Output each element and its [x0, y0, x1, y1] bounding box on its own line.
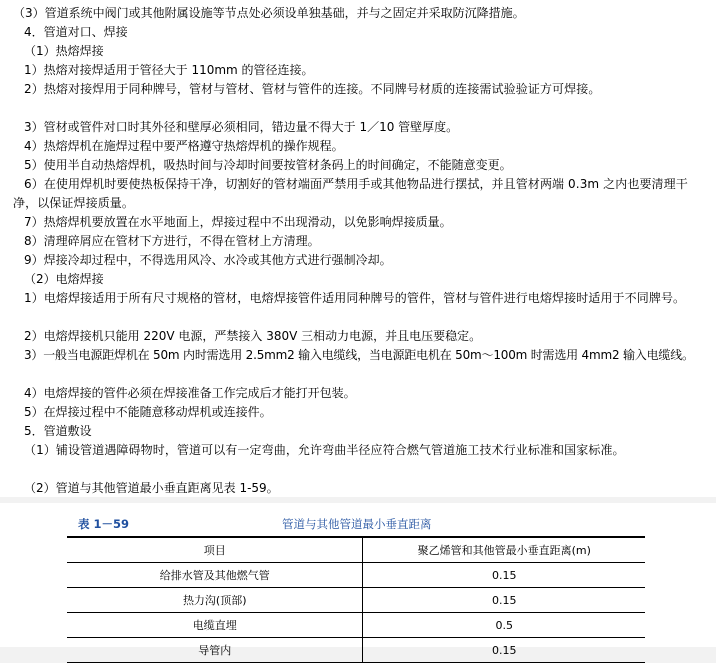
- paragraph: 3）一般当电源距焊机在 50m 内时需选用 2.5mm2 输入电缆线，当电源距电机在 50m～100m 时需选用 4mm2 输入电缆线。: [24, 348, 694, 362]
- table-cell: 给排水管及其他燃气管: [67, 563, 363, 588]
- table-cell: 0.15: [363, 638, 645, 663]
- table-caption: 表 1－59: [78, 517, 130, 531]
- table-header-cell: 项目: [67, 537, 363, 563]
- table-cell: 导管内: [67, 638, 363, 663]
- paragraph: 8）清理碎屑应在管材下方进行，不得在管材上方清理。: [24, 234, 320, 248]
- table-row: [67, 638, 645, 663]
- table-cell: 0.15: [363, 588, 645, 613]
- paragraph: 5）使用半自动热熔焊机，吸热时间与冷却时间要按管材条码上的时间确定，不能随意变更。: [24, 158, 512, 172]
- paragraph: （1）铺设管道遇障碍物时，管道可以有一定弯曲，允许弯曲半径应符合燃气管道施工技术行业标准和国家标准。: [24, 443, 625, 457]
- section-heading: 4．管道对口、焊接: [24, 25, 128, 39]
- section-heading: 5．管道敷设: [24, 424, 92, 438]
- paragraph: 2）电熔焊接机只能用 220V 电源，严禁接入 380V 三相动力电源，并且电压要稳定。: [24, 329, 482, 343]
- paragraph: （3）管道系统中阀门或其他附属设施等节点处必须设单独基础，并与之固定并采取防沉降措施。: [13, 6, 525, 20]
- paragraph: 6）在使用焊机时要使热板保持干净，切割好的管材端面严禁用手或其他物品进行摆拭，并且管材两端 0.3m 之内也要清理干净，以保证焊接质量。: [13, 177, 688, 210]
- paragraph: 1）电熔焊接适用于所有尺寸规格的管材，电熔焊接管件适用同种牌号的管件，管材与管件进行电熔焊接时适用于不同牌号。: [24, 291, 686, 305]
- table-cell: 0.15: [363, 563, 645, 588]
- paragraph: 9）焊接冷却过程中，不得选用风冷、水冷或其他方式进行强制冷却。: [24, 253, 392, 267]
- paragraph: 3）管材或管件对口时其外径和壁厚必须相同，错边量不得大于 1／10 管壁厚度。: [24, 120, 459, 134]
- paragraph: 1）热熔对接焊适用于管径大于 110mm 的管径连接。: [24, 63, 314, 77]
- table-title: 管道与其他管道最小垂直距离: [282, 517, 432, 531]
- table-header-cell: 聚乙烯管和其他管最小垂直距离(m): [363, 537, 645, 563]
- document-page: [0, 503, 716, 657]
- paragraph: 4）电熔焊接的管件必须在焊接准备工作完成后才能打开包装。: [24, 386, 356, 400]
- table-cell: 0.5: [363, 613, 645, 638]
- table-header-row: [67, 537, 645, 563]
- paragraph: 2）热熔对接焊用于同种牌号，管材与管材、管材与管件的连接。不同牌号材质的连接需试验验证方可焊接。: [24, 82, 601, 96]
- paragraph: 7）热熔焊机要放置在水平地面上，焊接过程中不出现滑动，以免影响焊接质量。: [24, 215, 452, 229]
- subsection-heading: （2）电熔焊接: [24, 272, 104, 286]
- table-row: [67, 613, 645, 638]
- table-row: [67, 588, 645, 613]
- table-row: [67, 563, 645, 588]
- table-cell: 电缆直埋: [67, 613, 363, 638]
- paragraph: 5）在焊接过程中不能随意移动焊机或连接件。: [24, 405, 272, 419]
- paragraph: （2）管道与其他管道最小垂直距离见表 1-59。: [24, 481, 279, 495]
- distance-table: [67, 536, 645, 663]
- paragraph: 4）热熔焊机在施焊过程中要严格遵守热熔焊机的操作规程。: [24, 139, 344, 153]
- table-cell: 热力沟(顶部): [67, 588, 363, 613]
- subsection-heading: （1）热熔焊接: [24, 44, 104, 58]
